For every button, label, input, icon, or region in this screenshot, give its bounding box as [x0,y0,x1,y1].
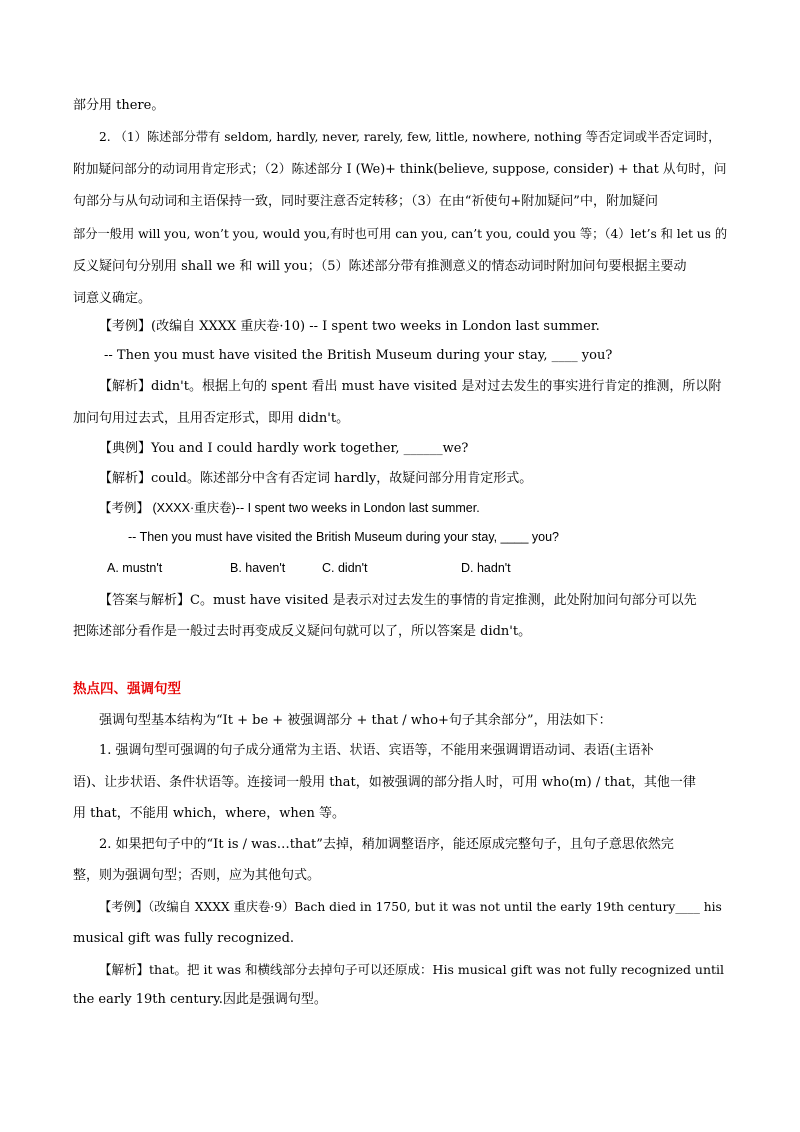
option-a: A. mustn't [107,561,163,575]
option-b: B. haven't [230,561,286,575]
paragraph-line: 词意义确定。 [73,291,152,306]
exam-example-line: 【考例】（改编自 XXXX 重庆卷·9）Bach died in 1750, but it was not until the early 19th century____ his [99,900,722,914]
analysis-line: 【解析】didn't。根据上句的 spent 看出 must have visited 是对过去发生的事实进行肯定的推测，所以附 [99,379,722,394]
paragraph-line: 句部分与从句动词和主语保持一致，同时要注意否定转移；（3）在由“祈使句+附加疑问”中，附加疑问 [73,194,658,209]
paragraph-line: 部分用 there。 [73,98,165,113]
typical-example-line: 【典例】You and I could hardly work together, ______we? [99,441,469,456]
option-d: D. hadn't [461,561,511,575]
exam-example-line: -- Then you must have visited the British Museum during your stay, ____ you? [128,530,559,544]
paragraph-line: 1. 强调句型可强调的句子成分通常为主语、状语、宾语等，不能用来强调谓语动词、表语(主语补 [99,743,654,758]
paragraph-line: 反义疑问句分别用 shall we 和 will you；（5）陈述部分带有推测意义的情态动词时附加问句要根据主要动 [73,259,687,274]
analysis-line: 【解析】could。陈述部分中含有否定词 hardly，故疑问部分用肯定形式。 [99,471,533,486]
paragraph-line: 整，则为强调句型；否则，应为其他句式。 [73,868,321,883]
exam-example-line: musical gift was fully recognized. [73,931,295,946]
paragraph-line: 语)、让步状语、条件状语等。连接词一般用 that，如被强调的部分指人时，可用 who(m) / that，其他一律 [73,775,696,790]
option-c: C. didn't [322,561,368,575]
paragraph-line: 部分一般用 will you, won’t you, would you,有时也可用 can you, can’t you, could you 等；（4）let’s 和 let us 的 [73,227,728,241]
analysis-line: 加问句用过去式，且用否定形式，即用 didn't。 [73,411,350,426]
answer-line: 把陈述部分看作是一般过去时再变成反义疑问句就可以了，所以答案是 didn't。 [73,624,532,639]
exam-example-line: -- Then you must have visited the British Museum during your stay, ____ you? [104,348,613,363]
exam-example-line: 【考例】(改编自 XXXX 重庆卷·10) -- I spent two weeks in London last summer. [99,319,600,334]
analysis-line: the early 19th century.因此是强调句型。 [73,992,327,1007]
analysis-line: 【解析】that。把 it was 和横线部分去掉句子可以还原成：His musical gift was not fully recognized until [99,962,725,977]
exam-example-line: 【考例】 (XXXX·重庆卷)-- I spent two weeks in London last summer. [99,501,480,515]
answer-line: 【答案与解析】C。must have visited 是表示对过去发生的事情的肯定推测，此处附加问句部分可以先 [99,593,697,608]
paragraph-line: 用 that，不能用 which，where，when 等。 [73,806,345,821]
paragraph-line: 强调句型基本结构为“It + be + 被强调部分 + that / who+句子其余部分”，用法如下： [99,713,612,728]
paragraph-line: 附加疑问部分的动词用肯定形式；（2）陈述部分 I (We)+ think(believe, suppose, consider) + that 从句时，问 [73,162,727,177]
section-heading: 热点四、强调句型 [73,681,181,697]
paragraph-line: 2. （1）陈述部分带有 seldom, hardly, never, rarely, few, little, nowhere, nothing 等否定词或半否定词时， [99,130,721,144]
paragraph-line: 2. 如果把句子中的“It is / was…that”去掉，稍加调整语序，能还原成完整句子，且句子意思依然完 [99,837,674,852]
